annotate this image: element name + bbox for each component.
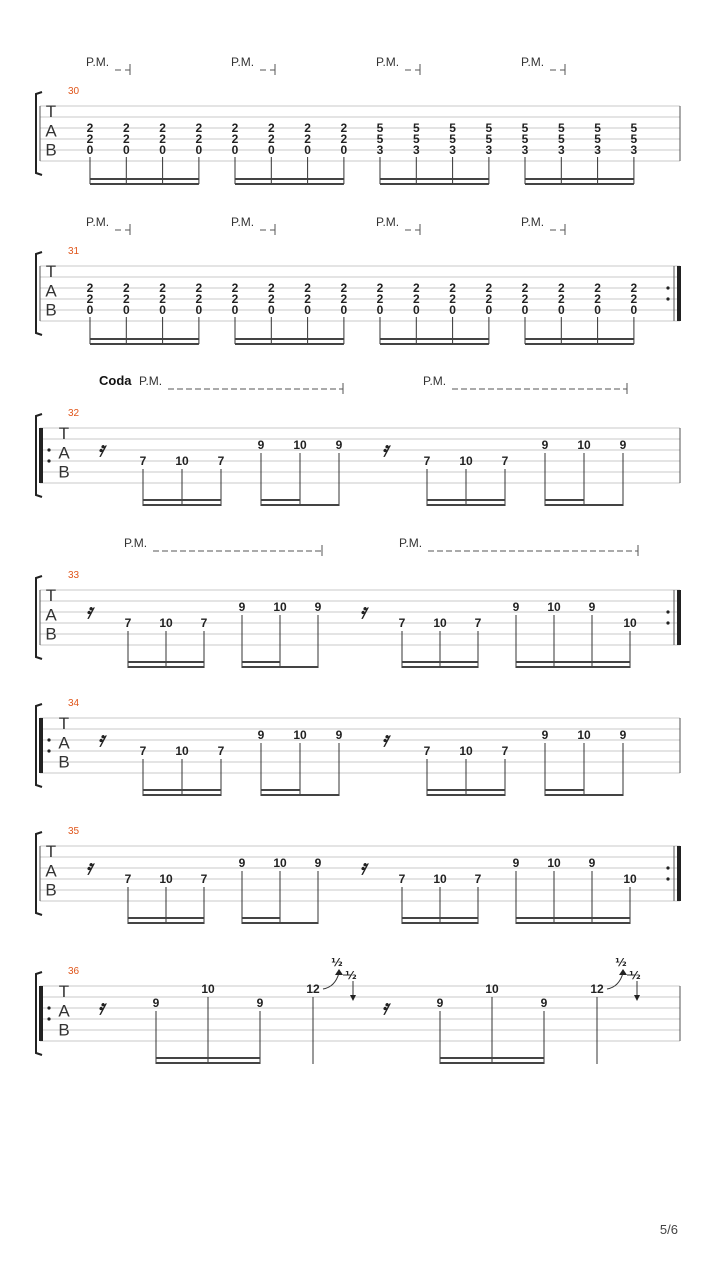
fret-number: 5 — [412, 132, 420, 146]
sixteenth-rest: 𝄿 — [382, 727, 389, 751]
fret-number: 5 — [485, 132, 493, 146]
fret-number: 9 — [256, 996, 264, 1010]
measure-number: 31 — [68, 246, 80, 257]
fret-number: 10 — [459, 744, 473, 758]
fret-number: 7 — [398, 616, 406, 630]
measure-number: 33 — [68, 570, 80, 581]
measure-number: 36 — [68, 966, 80, 977]
fret-number: 2 — [267, 132, 275, 146]
fret-number: 2 — [159, 292, 166, 306]
fret-number: 2 — [231, 281, 239, 295]
tab-clef-letter: B — [45, 300, 57, 320]
fret-number: 9 — [238, 600, 246, 614]
fret-number: 9 — [257, 438, 265, 452]
fret-number: 5 — [449, 132, 456, 146]
fret-number: 5 — [557, 121, 565, 135]
measure-number: 32 — [68, 408, 80, 419]
release-amount: ½ — [345, 969, 357, 982]
fret-number: 7 — [124, 872, 132, 886]
sixteenth-rest: 𝄿 — [98, 995, 105, 1019]
tab-clef-letter: T — [45, 586, 57, 605]
fret-number: 10 — [547, 856, 561, 870]
fret-number: 2 — [231, 121, 239, 135]
repeat-dot — [47, 448, 50, 451]
fret-number: 7 — [474, 872, 482, 886]
sixteenth-rest: 𝄿 — [382, 995, 389, 1019]
fret-number: 10 — [485, 982, 499, 996]
fret-number: 0 — [122, 143, 130, 157]
fret-number: 5 — [630, 121, 638, 135]
fret-number: 5 — [412, 121, 420, 135]
tab-clef-letter: T — [45, 842, 57, 861]
fret-number: 3 — [449, 143, 456, 157]
fret-number: 2 — [159, 132, 166, 146]
bend-arrowhead — [335, 969, 343, 975]
measure-number: 30 — [68, 86, 80, 97]
fret-number: 5 — [521, 121, 529, 135]
fret-number: 3 — [376, 143, 384, 157]
repeat-dot — [47, 738, 50, 741]
fret-number: 5 — [376, 132, 384, 146]
repeat-dot — [47, 1017, 50, 1020]
page-number: 5/6 — [659, 1222, 678, 1237]
sixteenth-rest: 𝄿 — [86, 599, 93, 623]
fret-number: 0 — [122, 303, 130, 317]
fret-number: 7 — [217, 454, 225, 468]
fret-number: 2 — [267, 121, 275, 135]
palm-mute-label: P.M. — [521, 215, 545, 229]
tab-clef-letter: B — [45, 880, 57, 900]
fret-number: 2 — [449, 281, 456, 295]
fret-number: 7 — [423, 744, 431, 758]
fret-number: 2 — [304, 281, 311, 295]
fret-number: 12 — [590, 982, 604, 996]
fret-number: 10 — [159, 616, 173, 630]
repeat-dot — [666, 621, 669, 624]
palm-mute-label: P.M. — [124, 536, 148, 550]
fret-number: 2 — [267, 292, 275, 306]
fret-number: 0 — [231, 303, 239, 317]
fret-number: 2 — [304, 121, 311, 135]
fret-number: 10 — [623, 872, 637, 886]
fret-number: 10 — [293, 438, 307, 452]
fret-number: 0 — [376, 303, 384, 317]
fret-number: 0 — [86, 303, 94, 317]
fret-number: 9 — [540, 996, 548, 1010]
fret-number: 9 — [436, 996, 444, 1010]
fret-number: 2 — [376, 281, 384, 295]
bend-curve — [323, 973, 339, 989]
tab-clef-letter: T — [58, 424, 70, 443]
fret-number: 0 — [485, 303, 493, 317]
fret-number: 9 — [541, 438, 549, 452]
fret-number: 9 — [238, 856, 246, 870]
fret-number: 10 — [577, 728, 591, 742]
fret-number: 0 — [412, 303, 420, 317]
fret-number: 2 — [557, 281, 565, 295]
fret-number: 2 — [122, 292, 130, 306]
fret-number: 10 — [459, 454, 473, 468]
tab-clef-letter: T — [58, 982, 70, 1001]
fret-number: 2 — [195, 121, 203, 135]
fret-number: 2 — [195, 132, 203, 146]
fret-number: 10 — [175, 454, 189, 468]
fret-number: 2 — [630, 292, 638, 306]
fret-number: 0 — [304, 303, 311, 317]
fret-number: 2 — [485, 281, 493, 295]
fret-number: 0 — [195, 143, 203, 157]
fret-number: 3 — [594, 143, 601, 157]
fret-number: 2 — [267, 281, 275, 295]
fret-number: 3 — [521, 143, 529, 157]
fret-number: 2 — [231, 292, 239, 306]
fret-number: 0 — [231, 143, 239, 157]
fret-number: 0 — [304, 143, 311, 157]
fret-number: 9 — [257, 728, 265, 742]
palm-mute-label: P.M. — [231, 55, 255, 69]
tab-clef-letter: B — [58, 752, 70, 772]
tab-clef-letter: T — [45, 102, 57, 121]
fret-number: 5 — [594, 121, 601, 135]
fret-number: 9 — [541, 728, 549, 742]
fret-number: 2 — [340, 281, 348, 295]
tab-clef-letter: T — [58, 714, 70, 733]
sixteenth-rest: 𝄿 — [98, 727, 105, 751]
fret-number: 0 — [340, 303, 348, 317]
fret-number: 7 — [423, 454, 431, 468]
fret-number: 2 — [195, 281, 203, 295]
fret-number: 9 — [335, 728, 343, 742]
palm-mute-label: P.M. — [376, 55, 400, 69]
system-bracket — [36, 832, 42, 915]
fret-number: 2 — [304, 292, 311, 306]
fret-number: 10 — [623, 616, 637, 630]
sixteenth-rest: 𝄿 — [86, 855, 93, 879]
repeat-dot — [47, 459, 50, 462]
bend-amount: ½ — [615, 956, 627, 969]
fret-number: 9 — [335, 438, 343, 452]
fret-number: 2 — [594, 281, 601, 295]
fret-number: 10 — [273, 856, 287, 870]
fret-number: 2 — [122, 132, 130, 146]
coda-label: Coda — [99, 373, 132, 388]
system-bracket — [36, 252, 42, 335]
tab-clef-letter: A — [45, 861, 57, 881]
fret-number: 2 — [485, 292, 493, 306]
fret-number: 2 — [195, 292, 203, 306]
fret-number: 2 — [630, 281, 638, 295]
fret-number: 7 — [501, 454, 509, 468]
fret-number: 0 — [195, 303, 203, 317]
fret-number: 10 — [433, 872, 447, 886]
fret-number: 2 — [122, 281, 130, 295]
fret-number: 0 — [521, 303, 529, 317]
tab-clef-letter: B — [45, 140, 57, 160]
fret-number: 2 — [412, 292, 420, 306]
repeat-dot — [666, 286, 669, 289]
bend-amount: ½ — [331, 956, 343, 969]
fret-number: 0 — [86, 143, 94, 157]
tab-clef-letter: A — [45, 281, 57, 301]
fret-number: 2 — [159, 281, 166, 295]
system-bracket — [36, 576, 42, 659]
fret-number: 10 — [273, 600, 287, 614]
bend-curve — [607, 973, 623, 989]
tab-clef-letter: B — [45, 624, 57, 644]
fret-number: 0 — [594, 303, 601, 317]
release-arrowhead — [634, 995, 640, 1001]
fret-number: 3 — [557, 143, 565, 157]
fret-number: 7 — [398, 872, 406, 886]
bend-arrowhead — [619, 969, 627, 975]
fret-number: 9 — [588, 600, 596, 614]
fret-number: 0 — [159, 143, 166, 157]
repeat-dot — [666, 297, 669, 300]
palm-mute-label: P.M. — [139, 374, 163, 388]
fret-number: 0 — [267, 143, 275, 157]
fret-number: 2 — [122, 121, 130, 135]
tab-clef-letter: A — [58, 733, 70, 753]
tab-clef-letter: B — [58, 1020, 70, 1040]
fret-number: 10 — [175, 744, 189, 758]
fret-number: 7 — [139, 454, 147, 468]
repeat-dot — [666, 866, 669, 869]
tab-clef-letter: A — [45, 121, 57, 141]
fret-number: 3 — [630, 143, 638, 157]
fret-number: 5 — [449, 121, 456, 135]
fret-number: 10 — [547, 600, 561, 614]
fret-number: 10 — [159, 872, 173, 886]
fret-number: 7 — [200, 872, 208, 886]
fret-number: 0 — [340, 143, 348, 157]
fret-number: 7 — [474, 616, 482, 630]
fret-number: 9 — [619, 438, 627, 452]
fret-number: 7 — [217, 744, 225, 758]
measure-number: 34 — [68, 698, 80, 709]
fret-number: 2 — [594, 292, 601, 306]
tab-clef-letter: A — [58, 443, 70, 463]
fret-number: 0 — [557, 303, 565, 317]
fret-number: 5 — [485, 121, 493, 135]
fret-number: 2 — [557, 292, 565, 306]
palm-mute-label: P.M. — [231, 215, 255, 229]
sixteenth-rest: 𝄿 — [98, 437, 105, 461]
fret-number: 10 — [201, 982, 215, 996]
fret-number: 2 — [521, 281, 529, 295]
fret-number: 2 — [521, 292, 529, 306]
fret-number: 9 — [512, 856, 520, 870]
fret-number: 2 — [86, 292, 94, 306]
fret-number: 12 — [306, 982, 320, 996]
fret-number: 3 — [485, 143, 493, 157]
fret-number: 0 — [267, 303, 275, 317]
fret-number: 0 — [159, 303, 166, 317]
release-amount: ½ — [629, 969, 641, 982]
repeat-dot — [47, 1006, 50, 1009]
system-bracket — [36, 92, 42, 175]
fret-number: 2 — [449, 292, 456, 306]
measure-number: 35 — [68, 826, 80, 837]
fret-number: 2 — [231, 132, 239, 146]
palm-mute-label: P.M. — [521, 55, 545, 69]
palm-mute-label: P.M. — [376, 215, 400, 229]
fret-number: 5 — [521, 132, 529, 146]
tab-clef-letter: A — [45, 605, 57, 625]
fret-number: 3 — [412, 143, 420, 157]
fret-number: 9 — [588, 856, 596, 870]
palm-mute-label: P.M. — [86, 55, 110, 69]
fret-number: 7 — [501, 744, 509, 758]
tab-clef-letter: B — [58, 462, 70, 482]
sixteenth-rest: 𝄿 — [382, 437, 389, 461]
fret-number: 2 — [340, 132, 348, 146]
fret-number: 2 — [159, 121, 166, 135]
fret-number: 9 — [152, 996, 160, 1010]
tab-clef-letter: T — [45, 262, 57, 281]
fret-number: 10 — [293, 728, 307, 742]
repeat-dot — [666, 877, 669, 880]
fret-number: 7 — [124, 616, 132, 630]
fret-number: 2 — [86, 281, 94, 295]
fret-number: 10 — [577, 438, 591, 452]
fret-number: 2 — [412, 281, 420, 295]
fret-number: 10 — [433, 616, 447, 630]
repeat-dot — [666, 610, 669, 613]
fret-number: 9 — [512, 600, 520, 614]
fret-number: 7 — [200, 616, 208, 630]
fret-number: 5 — [594, 132, 601, 146]
palm-mute-label: P.M. — [399, 536, 423, 550]
palm-mute-label: P.M. — [423, 374, 447, 388]
fret-number: 0 — [630, 303, 638, 317]
fret-number: 9 — [314, 600, 322, 614]
sixteenth-rest: 𝄿 — [360, 599, 367, 623]
fret-number: 2 — [304, 132, 311, 146]
fret-number: 2 — [376, 292, 384, 306]
palm-mute-label: P.M. — [86, 215, 110, 229]
fret-number: 2 — [86, 132, 94, 146]
fret-number: 9 — [314, 856, 322, 870]
repeat-dot — [47, 749, 50, 752]
sixteenth-rest: 𝄿 — [360, 855, 367, 879]
fret-number: 2 — [340, 121, 348, 135]
fret-number: 0 — [449, 303, 456, 317]
fret-number: 5 — [376, 121, 384, 135]
fret-number: 2 — [340, 292, 348, 306]
release-arrowhead — [350, 995, 356, 1001]
fret-number: 5 — [557, 132, 565, 146]
fret-number: 9 — [619, 728, 627, 742]
tab-clef-letter: A — [58, 1001, 70, 1021]
fret-number: 7 — [139, 744, 147, 758]
fret-number: 5 — [630, 132, 638, 146]
fret-number: 2 — [86, 121, 94, 135]
